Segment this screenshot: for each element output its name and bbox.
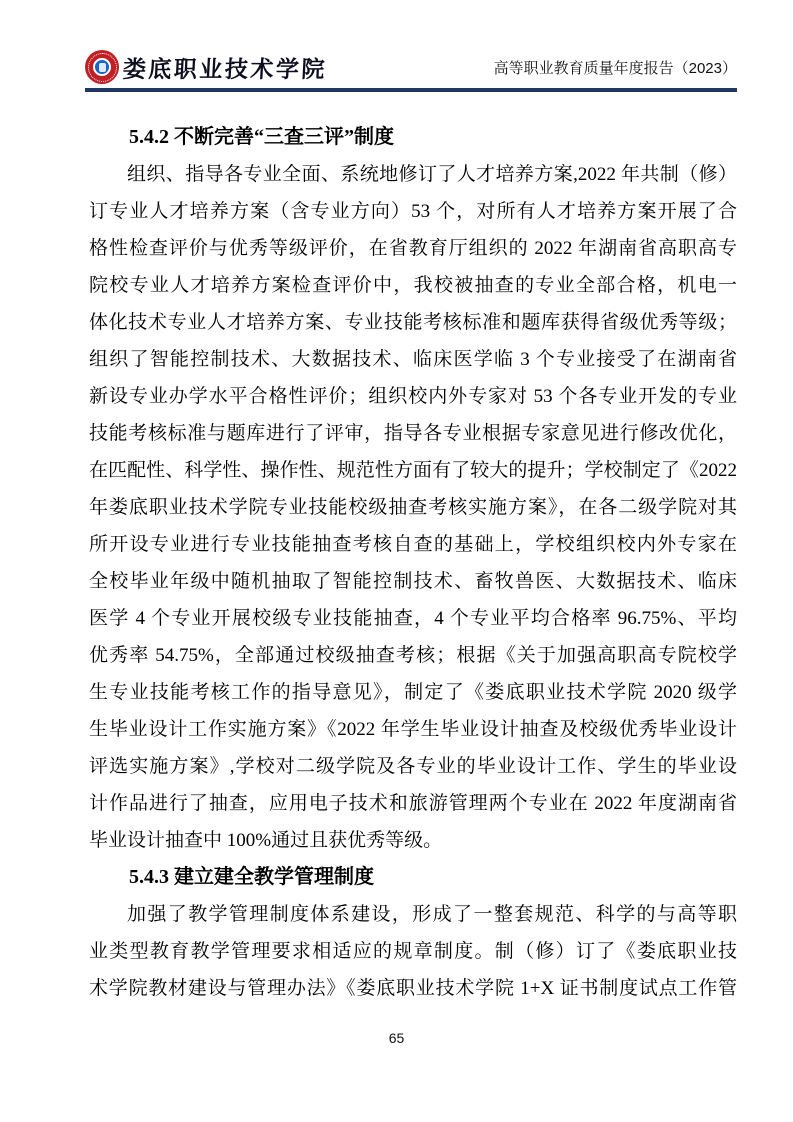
paragraph-line: 订专业人才培养方案（含专业方向）53 个，对所有人才培养方案开展了合 [89,201,737,222]
header-rule [85,88,737,92]
paragraph-line: 业类型教育教学管理要求相适应的规章制度。制（修）订了《娄底职业技 [89,941,737,962]
paragraph-line: 格性检查评价与优秀等级评价，在省教育厅组织的 2022 年湖南省高职高专 [89,238,737,259]
paragraph-line: 体化技术专业人才培养方案、专业技能考核标准和题库获得省级优秀等级； [89,312,737,333]
paragraph-line: 医学 4 个专业开展校级专业技能抽查，4 个专业平均合格率 96.75%、平均 [89,608,737,629]
paragraph-line: 年娄底职业技术学院专业技能校级抽查考核实施方案》，在各二级学院对其 [89,497,737,518]
page-header [85,46,737,88]
school-name: 娄底职业技术学院 [122,56,328,82]
section-heading-5-4-2: 5.4.2 不断完善“三查三评”制度 [129,126,394,148]
paragraph-line: 计作品进行了抽查，应用电子技术和旅游管理两个专业在 2022 年度湖南省 [89,793,737,814]
paragraph-line: 院校专业人才培养方案检查评价中，我校被抽查的专业全部合格，机电一 [89,275,737,296]
paragraph-line: 加强了教学管理制度体系建设，形成了一整套规范、科学的与高等职 [127,904,737,925]
paragraph-line: 术学院教材建设与管理办法》《娄底职业技术学院 1+X 证书制度试点工作管 [89,978,737,999]
paragraph-line: 组织、指导各专业全面、系统地修订了人才培养方案,2022 年共制（修） [127,164,737,185]
paragraph-line: 毕业设计抽查中 100%通过且获优秀等级。 [89,830,443,851]
paragraph-line: 技能考核标准与题库进行了评审，指导各专业根据专家意见进行修改优化， [89,423,737,444]
college-seal-icon [85,50,119,84]
paragraph-line: 生毕业设计工作实施方案》《2022 年学生毕业设计抽查及校级优秀毕业设计 [89,719,737,740]
paragraph-line: 优秀率 54.75%，全部通过校级抽查考核；根据《关于加强高职高专院校学 [89,645,737,666]
paragraph-line: 评选实施方案》,学校对二级学院及各专业的毕业设计工作、学生的毕业设 [89,756,737,777]
page-number: 65 [388,1030,405,1046]
report-title: 高等职业教育质量年度报告（2023） [493,59,737,77]
paragraph-line: 生专业技能考核工作的指导意见》，制定了《娄底职业技术学院 2020 级学 [89,682,737,703]
page-footer [0,1030,793,1048]
section-heading-5-4-3: 5.4.3 建立建全教学管理制度 [129,866,374,888]
page-content [89,119,737,1007]
paragraph-line: 所开设专业进行专业技能抽查考核自查的基础上，学校组织校内外专家在 [89,534,737,555]
paragraph-line: 组织了智能控制技术、大数据技术、临床医学临 3 个专业接受了在湖南省 [89,349,737,370]
paragraph-line: 全校毕业年级中随机抽取了智能控制技术、畜牧兽医、大数据技术、临床 [89,571,737,592]
college-seal-core [99,63,106,72]
paragraph-line: 新设专业办学水平合格性评价；组织校内外专家对 53 个各专业开发的专业 [89,386,737,407]
paragraph-line: 在匹配性、科学性、操作性、规范性方面有了较大的提升；学校制定了《2022 [89,460,737,481]
college-seal-inner [93,58,111,76]
header-left [85,50,327,84]
